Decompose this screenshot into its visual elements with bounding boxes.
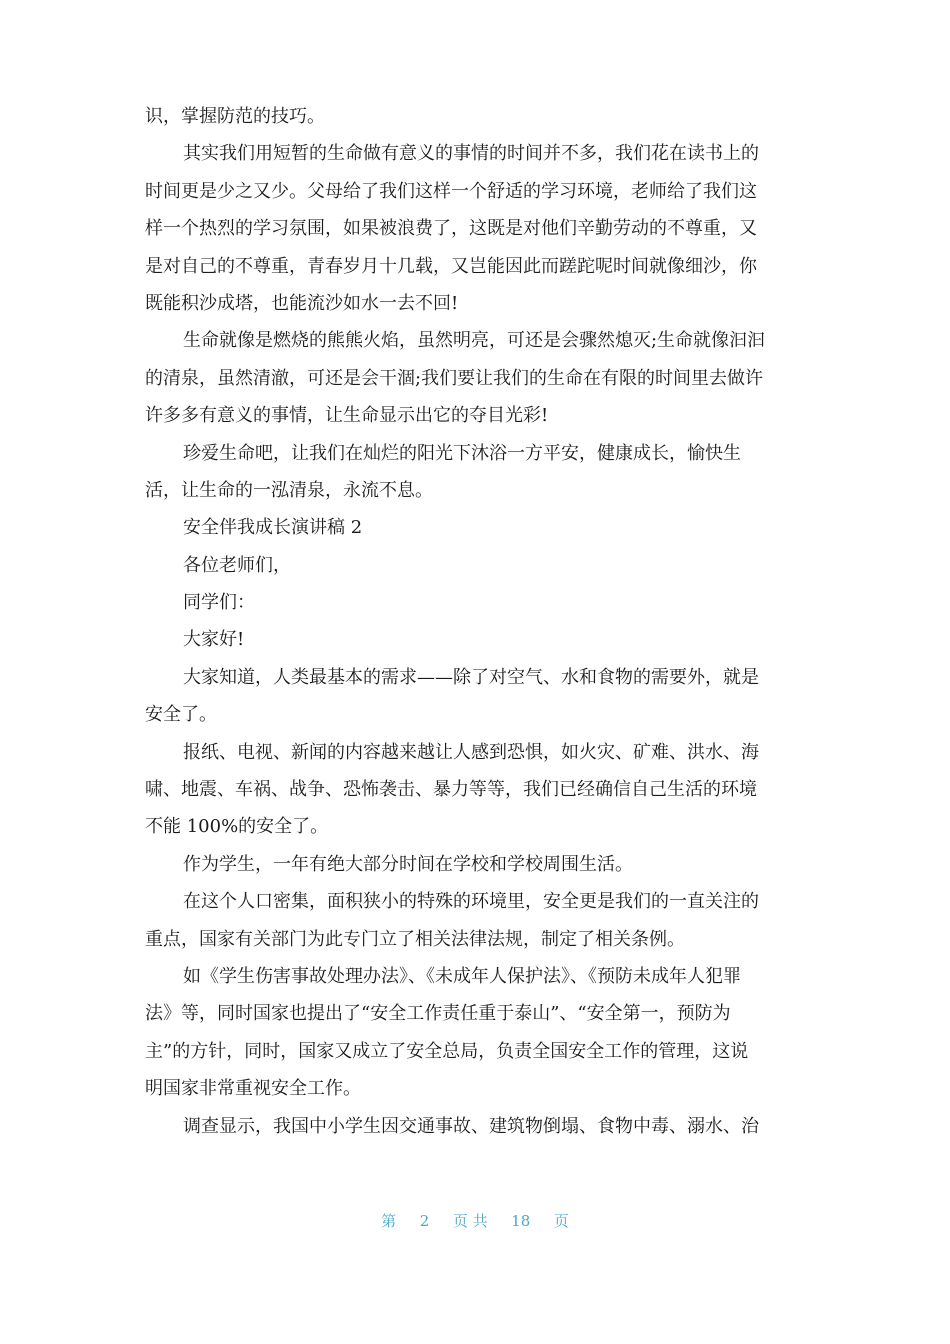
text-line: 调查显示，我国中小学生因交通事故、建筑物倒塌、食物中毒、溺水、治 [183, 1115, 759, 1137]
footer-total-pages: 18 [511, 1212, 531, 1230]
text-line: 主”的方针，同时，国家又成立了安全总局，负责全国安全工作的管理，这说 [145, 1040, 749, 1062]
text-line: 同学们： [183, 592, 255, 614]
text-line: 其实我们用短暂的生命做有意义的事情的时间并不多，我们花在读书上的 [183, 143, 759, 165]
text-line: 如《学生伤害事故处理办法》、《未成年人保护法》、《预防未成年人犯罪 [183, 965, 741, 987]
text-line: 既能积沙成塔，也能流沙如水一去不回! [145, 292, 459, 314]
footer-page-suffix: 页 [553, 1212, 569, 1230]
text-line: 作为学生，一年有绝大部分时间在学校和学校周围生活。 [183, 853, 633, 875]
text-line: 安全伴我成长演讲稿 2 [183, 517, 363, 539]
text-line: 时间更是少之又少。父母给了我们这样一个舒适的学习环境，老师给了我们这 [145, 180, 757, 202]
text-line: 报纸、电视、新闻的内容越来越让人感到恐惧，如火灾、矿难、洪水、海 [183, 741, 759, 763]
text-line: 大家好! [183, 629, 245, 651]
text-line: 生命就像是燃烧的熊熊火焰，虽然明亮，可还是会骤然熄灭;生命就像汩汩 [183, 330, 766, 352]
text-line: 许多多有意义的事情，让生命显示出它的夺目光彩! [145, 405, 549, 427]
text-line: 识，掌握防范的技巧。 [145, 106, 325, 127]
text-line: 不能 100%的安全了。 [145, 816, 329, 838]
text-line: 是对自己的不尊重，青春岁月十几载，又岂能因此而蹉跎呢时间就像细沙，你 [145, 255, 757, 277]
text-line: 明国家非常重视安全工作。 [145, 1078, 361, 1100]
text-line: 样一个热烈的学习氛围，如果被浪费了，这既是对他们辛勤劳动的不尊重，又 [145, 218, 757, 240]
text-line: 大家知道，人类最基本的需求——除了对空气、水和食物的需要外，就是 [183, 666, 759, 688]
text-line: 重点，国家有关部门为此专门立了相关法律法规，制定了相关条例。 [145, 928, 685, 950]
text-line: 珍爱生命吧，让我们在灿烂的阳光下沐浴一方平安，健康成长，愉快生 [183, 442, 741, 464]
footer-page-label: 第 [381, 1212, 397, 1230]
text-line: 活，让生命的一泓清泉，永流不息。 [145, 479, 433, 501]
footer-page-number: 2 [419, 1212, 430, 1230]
text-line: 安全了。 [145, 704, 217, 726]
text-line: 啸、地震、车祸、战争、恐怖袭击、暴力等等，我们已经确信自己生活的环境 [145, 779, 757, 801]
text-line: 的清泉，虽然清澈，可还是会干涸;我们要让我们的生命在有限的时间里去做许 [145, 367, 764, 389]
page-footer [0, 1210, 950, 1231]
text-line: 各位老师们， [183, 554, 291, 576]
footer-page-of-label: 页 共 [452, 1212, 488, 1230]
text-line: 在这个人口密集，面积狭小的特殊的环境里，安全更是我们的一直关注的 [183, 891, 759, 913]
document-body [145, 98, 805, 1145]
text-line: 法》等，同时国家也提出了“安全工作责任重于泰山”、“安全第一，预防为 [145, 1003, 731, 1025]
